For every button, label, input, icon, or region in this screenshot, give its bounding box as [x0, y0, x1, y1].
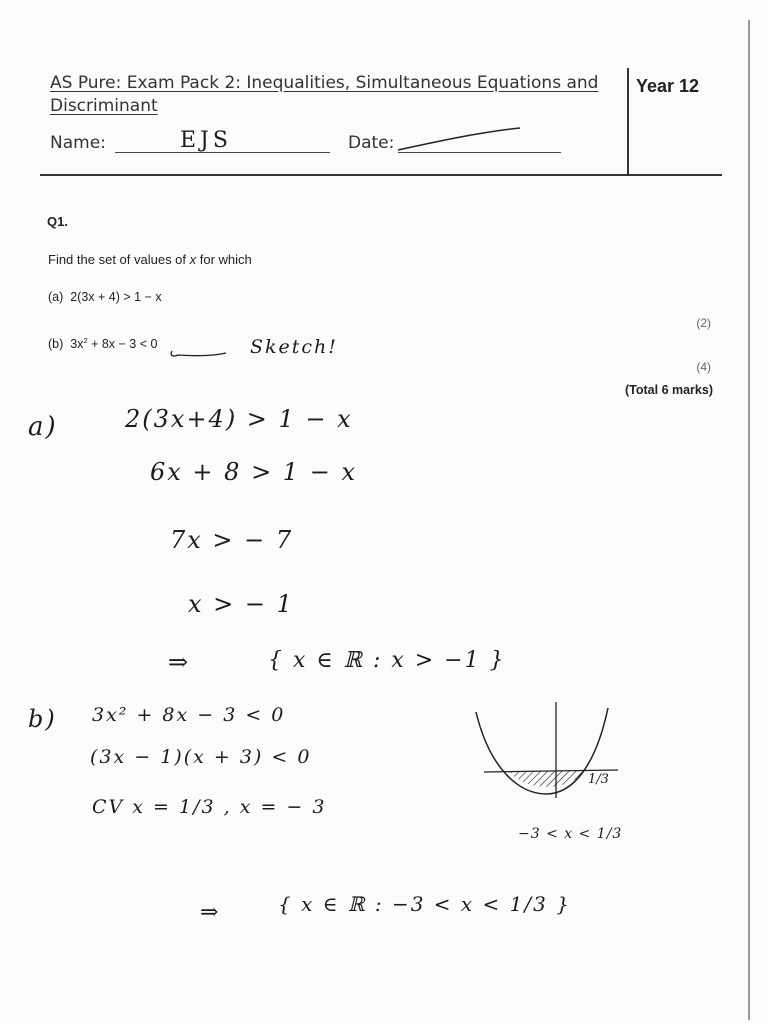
parabola-sketch: [470, 700, 620, 805]
name-label: Name:: [50, 133, 106, 153]
header-rule: [40, 174, 722, 176]
working-b-line-3: CV x = 1/3 , x = − 3: [92, 796, 327, 818]
working-a-label: a): [28, 412, 58, 442]
working-a-implies: ⇒: [168, 648, 191, 676]
working-a-line-4: x > − 1: [188, 590, 294, 618]
working-a-answer: { x ∈ ℝ : x > −1 }: [268, 648, 506, 673]
header-box-divider: [627, 68, 629, 176]
name-value: EJS: [180, 128, 232, 153]
working-b-implies: ⇒: [200, 900, 221, 925]
working-b-line-1: 3x² + 8x − 3 < 0: [92, 704, 286, 726]
working-b-label: b): [28, 705, 57, 733]
year-label: Year 12: [636, 76, 700, 96]
part-b-marks: (4): [696, 360, 711, 374]
date-label: Date:: [348, 133, 395, 153]
sketch-root-label: 1/3: [588, 772, 609, 787]
total-marks: (Total 6 marks): [625, 383, 713, 397]
page-title: AS Pure: Exam Pack 2: Inequalities, Simultaneous Equations and Discriminant: [50, 73, 599, 116]
working-a-line-1: 2(3x+4) > 1 − x: [125, 405, 353, 433]
part-b-underline: [168, 348, 230, 360]
part-a-marks: (2): [696, 316, 711, 330]
working-b-line-2: (3x − 1)(x + 3) < 0: [90, 746, 312, 768]
date-scribble: [395, 124, 525, 154]
scan-edge: [748, 20, 750, 1020]
shaded-region: [510, 770, 586, 787]
question-prompt: Find the set of values of x for which: [48, 252, 252, 267]
sketch-inequality: −3 < x < 1/3: [518, 826, 623, 842]
working-a-line-3: 7x > − 7: [170, 526, 294, 554]
part-a: (a) 2(3x + 4) > 1 − x: [48, 290, 162, 304]
part-b: (b) $3x^2 + 8x - 3 < 0$: [48, 336, 158, 352]
working-a-line-2: 6x + 8 > 1 − x: [150, 458, 357, 486]
working-b-answer: { x ∈ ℝ : −3 < x < 1/3 }: [278, 892, 571, 916]
question-number: Q1.: [47, 214, 68, 229]
sketch-note: Sketch!: [250, 336, 338, 358]
